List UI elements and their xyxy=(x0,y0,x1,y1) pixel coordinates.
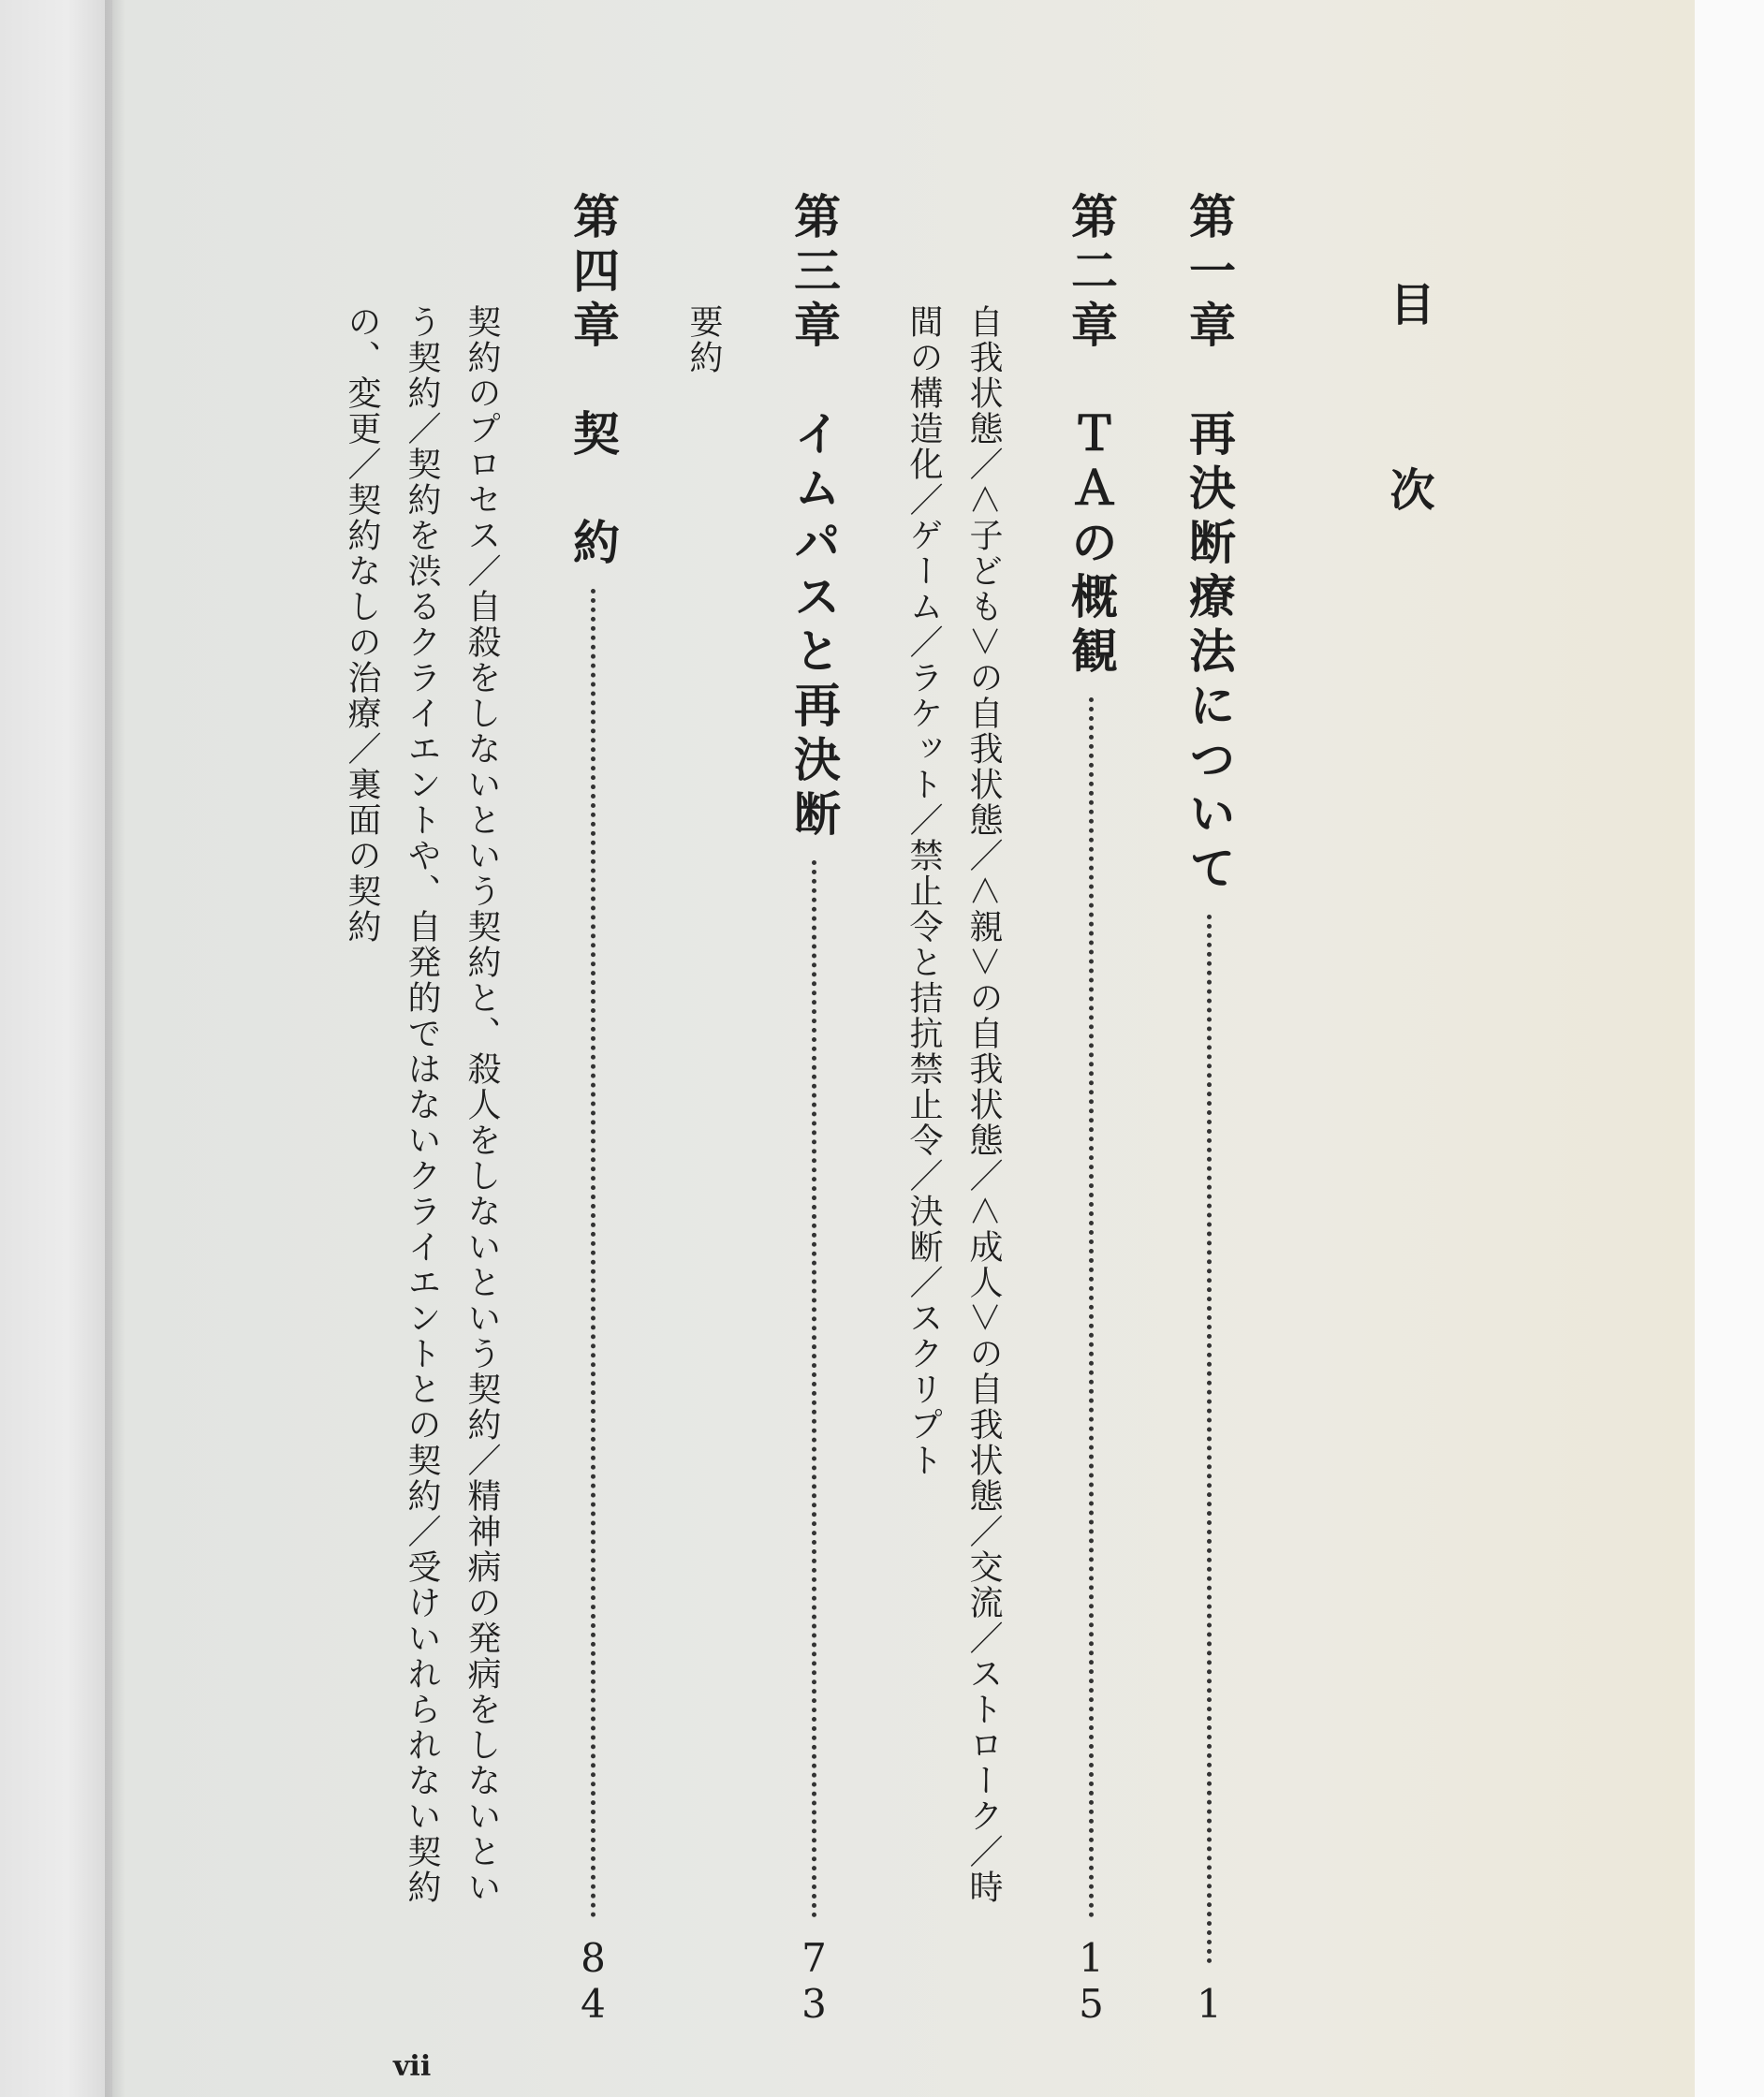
chapter-2-sections-line-1: 自我状態／＜子ども＞の自我状態／＜親＞の自我状態／＜成人＞の自我状態／交流／ストローク／時 xyxy=(964,304,1003,1905)
chapter-4-sections-line-3: の、変更／契約なしの治療／裏面の契約 xyxy=(343,304,381,945)
chapter-2-page: 15 xyxy=(1068,1935,1114,2027)
chapter-1-leader-dots xyxy=(1207,915,1212,1964)
chapter-2-leader-dots xyxy=(1089,697,1094,1918)
toc-entry-chapter-1 xyxy=(1182,192,1237,2027)
toc-entry-chapter-3 xyxy=(786,192,842,2027)
toc-title: 目次 xyxy=(1382,281,1434,652)
chapter-3-leader-dots xyxy=(812,860,816,1918)
chapter-1-title: 第一章 再決断療法について xyxy=(1182,192,1237,898)
chapter-2-sections-line-2: 間の構造化／ゲーム／ラケット／禁止令と拮抗禁止令／決断／スクリプト xyxy=(904,304,943,1478)
chapter-4-sections-line-2: う契約／契約を渋るクライエントや、自発的ではないクライエントとの契約／受けいれられない契約 xyxy=(403,304,441,1905)
chapter-4-page: 84 xyxy=(570,1935,616,2027)
chapter-4-leader-dots xyxy=(591,589,595,1918)
chapter-2-title: 第二章 ＴＡの概観 xyxy=(1064,192,1119,681)
chapter-3-sections-line-1: 要約 xyxy=(684,304,723,375)
chapter-4-title: 第四章 契 約 xyxy=(566,192,621,572)
chapter-3-page: 73 xyxy=(791,1935,837,2027)
chapter-1-page: 1 xyxy=(1186,1981,1232,2027)
gutter-shadow xyxy=(105,0,125,2097)
page-number: vii xyxy=(393,2050,432,2083)
toc-entry-chapter-4 xyxy=(566,192,621,2027)
toc-entry-chapter-2 xyxy=(1064,192,1119,2027)
chapter-4-sections-line-1: 契約のプロセス／自殺をしないという契約と、殺人をしないという契約／精神病の発病をしないとい xyxy=(463,304,501,1905)
facing-page-edge xyxy=(0,0,112,2097)
chapter-3-title: 第三章 イムパスと再決断 xyxy=(786,192,842,843)
page-right-margin xyxy=(1695,0,1764,2097)
